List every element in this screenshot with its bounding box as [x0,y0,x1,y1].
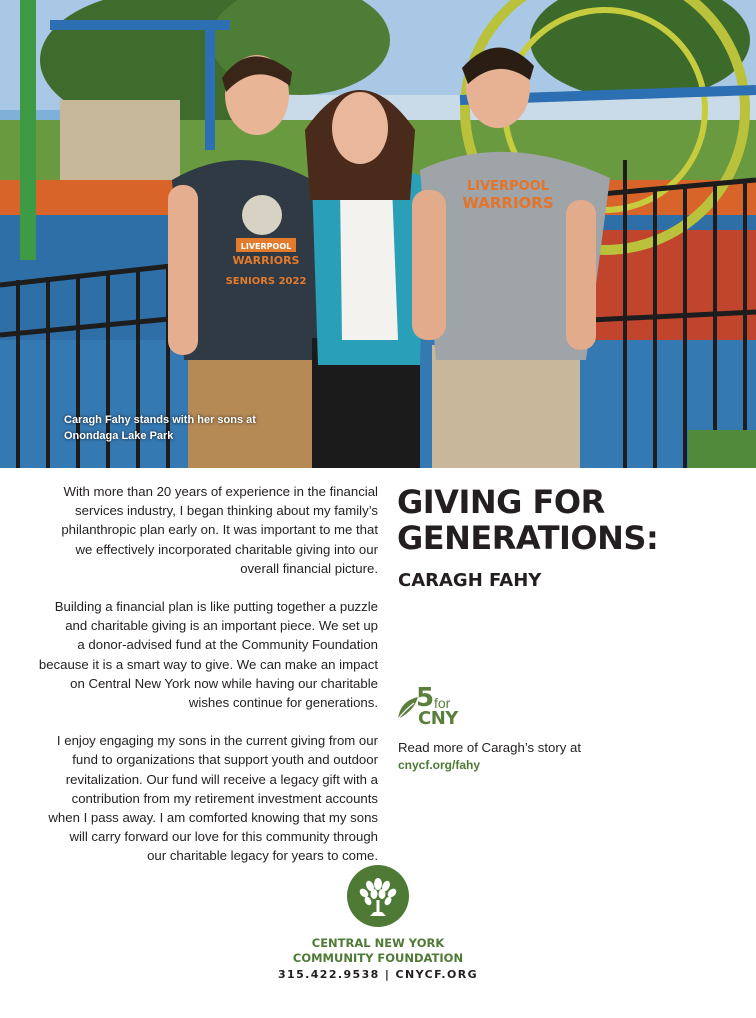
contact-line: 315.422.9538 | CNYCF.ORG [277,968,479,981]
body-line: overall financial picture. [240,560,378,576]
caption-line: Onondaga Lake Park [64,430,174,442]
left-shirt-line1: LIVERPOOL [240,242,292,251]
body-line: because it is a smart way to give. We can make an impact [38,656,378,672]
paragraph-1 [22,482,378,578]
body-line: services industry, I began thinking about my family’s [75,503,378,519]
park-family-photo [0,0,756,468]
subtitle: CARAGH FAHY [398,570,542,591]
tree-logo-icon [346,864,410,928]
headline-line-1: GIVING FOR [397,483,605,521]
paragraph-3 [22,731,378,865]
hero-photo [0,0,756,468]
body-line: a donor-advised fund at the Community Foundation [77,637,378,653]
left-shirt-line2: WARRIORS [232,254,300,267]
mother-figure [305,90,425,468]
right-shirt-line2: WARRIORS [462,194,554,212]
right-shirt-line1: LIVERPOOL [467,179,549,194]
headline [397,484,658,556]
read-more-text: Read more of Caragh’s story at [398,740,582,755]
five-for-word: for [434,695,451,711]
body-line: when I pass away. I am comforted knowing that my sons [48,810,378,826]
five-number: 5 [416,683,435,713]
org-name-line-1: CENTRAL NEW YORK [311,936,445,950]
five-for-cny-logo [396,683,466,737]
headline-line-2: GENERATIONS: [397,519,659,557]
body-line: we effectively incorporated charitable giving into our [75,541,378,557]
body-line: wishes continue for generations. [188,695,378,711]
paragraph-2 [22,597,378,712]
body-line: our charitable legacy for years to come. [147,848,378,864]
body-line: fund to organizations that support youth and outdoor [72,752,378,768]
org-name [240,936,516,966]
five-for-region: CNY [418,708,458,729]
body-line: philanthropic plan early on. It was important to me that [61,522,378,538]
body-line: contribution from my retirement investment accounts [71,790,378,806]
body-line: will carry forward our love for this community through [69,829,378,845]
body-line: on Central New York now while having our charitable [70,675,378,691]
body-line: Building a financial plan is like putting together a puzzle [54,599,378,615]
left-shirt-line3: SENIORS 2022 [225,276,307,287]
body-line: revitalization. Our fund will receive a legacy gift with a [65,771,378,787]
body-copy [22,482,378,885]
body-line: With more than 20 years of experience in the financial [63,484,378,499]
org-name-line-2: COMMUNITY FOUNDATION [292,951,464,965]
body-line: I enjoy engaging my sons in the current giving from our [56,733,378,749]
story-link[interactable]: cnycf.org/fahy [398,758,481,772]
photo-caption [64,412,256,444]
body-line: and charitable giving is an important piece. We set up [65,618,378,634]
caption-line: Caragh Fahy stands with her sons at [64,414,256,426]
